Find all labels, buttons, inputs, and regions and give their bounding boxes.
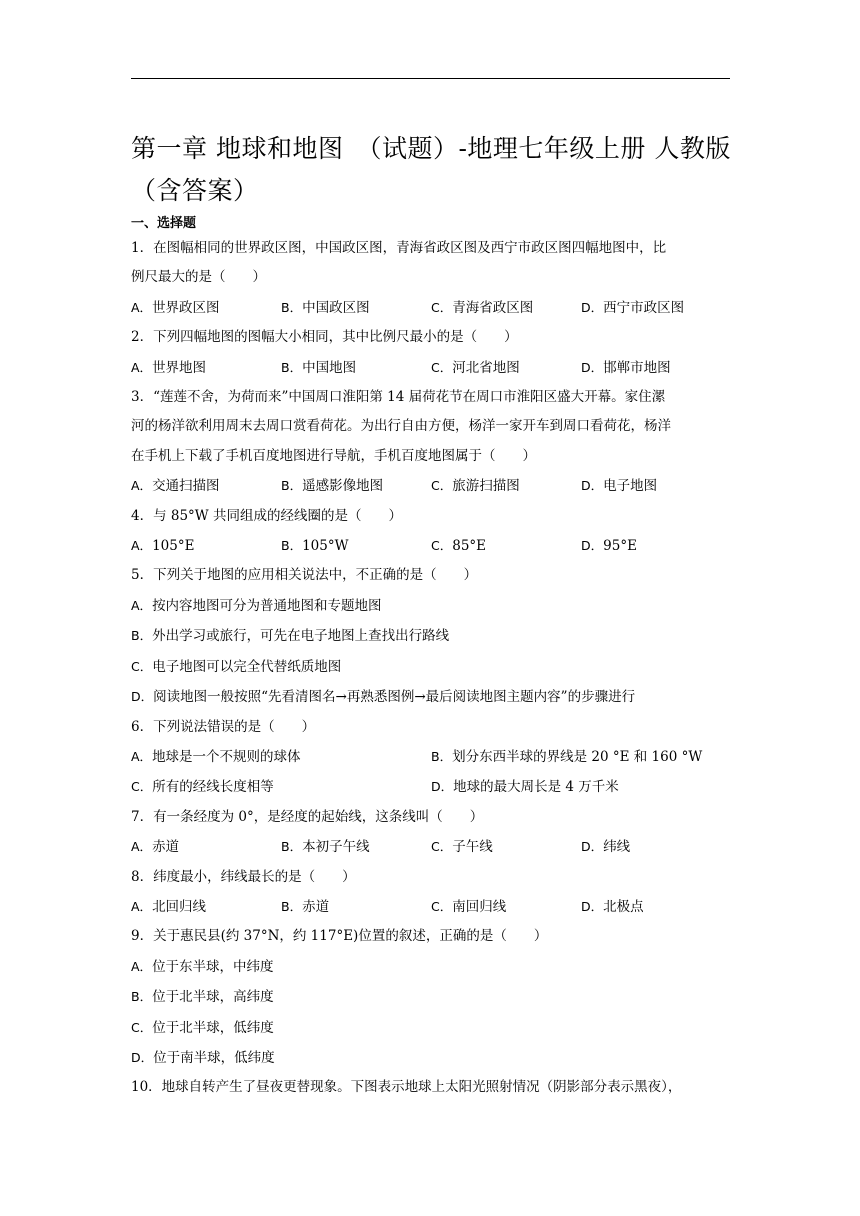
- answer-option[interactable]: [131, 293, 281, 323]
- question-stem-line: 例尺最大的是（ ）: [131, 269, 266, 286]
- option-text: 中国地图: [302, 359, 357, 376]
- option-letter: C．: [431, 359, 453, 375]
- answer-option[interactable]: [131, 531, 281, 561]
- question-stem-line: 1．在图幅相同的世界政区图，中国政区图，青海省政区图及西宁市政区图四幅地图中，比: [131, 240, 667, 256]
- option-text: 85°E: [452, 538, 487, 555]
- question-4: [131, 502, 731, 562]
- question-stem-line: 4．与 85°W 共同组成的经线圈的是（ ）: [131, 507, 402, 524]
- option-letter: D．: [131, 1049, 154, 1065]
- option-text: 阅读地图一般按照“先看清图名→再熟悉图例→最后阅读地图主题内容”的步骤进行: [153, 689, 636, 706]
- document-title: 第一章 地球和地图 （试题）-地理七年级上册 人教版（含答案）: [131, 134, 731, 205]
- option-letter: B．: [131, 989, 153, 1005]
- answer-option[interactable]: [131, 682, 731, 712]
- option-letter: C．: [431, 898, 453, 914]
- answer-option[interactable]: [431, 471, 581, 501]
- option-letter: A．: [131, 839, 153, 855]
- option-text: 本初子午线: [302, 839, 370, 856]
- answer-option[interactable]: [131, 982, 731, 1012]
- option-text: 地球是一个不规则的球体: [152, 748, 301, 765]
- answer-option[interactable]: [281, 471, 431, 501]
- options-row: [131, 832, 731, 862]
- option-text: 纬线: [603, 839, 631, 856]
- option-text: 电子地图可以完全代替纸质地图: [152, 658, 342, 675]
- option-text: 位于南半球，低纬度: [153, 1049, 275, 1066]
- option-text: 105°W: [302, 538, 349, 555]
- option-text: 旅游扫描图: [452, 478, 520, 495]
- option-letter: B．: [131, 628, 153, 644]
- option-letter: B．: [431, 748, 453, 764]
- option-text: 划分东西半球的界线是 20 °E 和 160 °W: [452, 748, 703, 765]
- option-letter: A．: [131, 898, 153, 914]
- question-8: [131, 863, 731, 923]
- option-letter: D．: [581, 898, 604, 914]
- option-letter: D．: [581, 478, 604, 494]
- answer-option[interactable]: [131, 471, 281, 501]
- option-letter: C．: [431, 299, 453, 315]
- options-row: [131, 471, 731, 501]
- option-text: 世界政区图: [152, 299, 220, 316]
- option-letter: D．: [131, 689, 154, 705]
- option-letter: A．: [131, 597, 153, 613]
- option-text: 位于东半球，中纬度: [152, 958, 274, 975]
- options-row: [131, 531, 731, 561]
- option-letter: B．: [281, 839, 303, 855]
- option-text: 位于北半球，高纬度: [152, 989, 274, 1006]
- option-text: 遥感影像地图: [302, 478, 384, 495]
- option-letter: C．: [431, 839, 453, 855]
- option-text: 电子地图: [603, 478, 658, 495]
- option-letter: C．: [131, 1019, 153, 1035]
- option-letter: A．: [131, 748, 153, 764]
- answer-option[interactable]: [281, 531, 431, 561]
- options-row: [131, 892, 731, 922]
- question-3: [131, 383, 731, 502]
- question-list: [131, 234, 731, 1103]
- option-text: 世界地图: [152, 359, 207, 376]
- question-1: [131, 234, 731, 323]
- question-6: [131, 713, 731, 803]
- option-letter: D．: [581, 839, 604, 855]
- answer-option[interactable]: [131, 621, 731, 651]
- header-rule: [131, 78, 730, 79]
- options-row: [131, 293, 731, 323]
- question-stem-line: 8．纬度最小，纬线最长的是（ ）: [131, 868, 356, 885]
- answer-option[interactable]: [581, 832, 731, 862]
- option-text: 地球的最大周长是 4 万千米: [453, 779, 619, 796]
- answer-option[interactable]: [131, 772, 431, 802]
- question-9: [131, 922, 731, 1073]
- answer-option[interactable]: [131, 952, 731, 982]
- option-letter: C．: [131, 779, 153, 795]
- option-text: 北回归线: [152, 898, 207, 915]
- answer-option[interactable]: [581, 353, 731, 383]
- answer-option[interactable]: [131, 1043, 731, 1073]
- question-stem-line: 10．地球自转产生了昼夜更替现象。下图表示地球上太阳光照射情况（阴影部分表示黑夜），: [131, 1079, 682, 1096]
- option-letter: D．: [581, 299, 604, 315]
- answer-option[interactable]: [131, 652, 731, 682]
- answer-option[interactable]: [431, 293, 581, 323]
- option-text: 北极点: [603, 898, 644, 915]
- option-text: 95°E: [603, 538, 637, 555]
- options-row: [131, 353, 731, 383]
- section-heading: 一、选择题: [131, 216, 197, 231]
- option-text: 西宁市政区图: [603, 299, 685, 316]
- question-stem-line: 河的杨洋欲利用周末去周口赏看荷花。为出行自由方便，杨洋一家开车到周口看荷花，杨洋: [131, 418, 671, 435]
- option-text: 外出学习或旅行，可先在电子地图上查找出行路线: [152, 628, 450, 645]
- option-letter: A．: [131, 538, 153, 554]
- option-text: 所有的经线长度相等: [152, 779, 274, 796]
- question-stem-line: 7．有一条经度为 0°，是经度的起始线，这条线叫（ ）: [131, 808, 484, 825]
- question-7: [131, 803, 731, 863]
- answer-option[interactable]: [281, 832, 431, 862]
- option-letter: B．: [281, 898, 303, 914]
- answer-option[interactable]: [431, 892, 581, 922]
- question-5: [131, 561, 731, 712]
- answer-option[interactable]: [281, 353, 431, 383]
- answer-option[interactable]: [131, 1013, 731, 1043]
- option-letter: B．: [281, 478, 303, 494]
- question-stem-line: 5．下列关于地图的应用相关说法中，不正确的是（ ）: [131, 567, 478, 584]
- option-letter: D．: [581, 359, 604, 375]
- option-text: 位于北半球，低纬度: [152, 1019, 274, 1036]
- answer-option[interactable]: [281, 293, 431, 323]
- option-letter: B．: [281, 299, 303, 315]
- option-text: 河北省地图: [452, 359, 520, 376]
- option-letter: B．: [281, 538, 303, 554]
- options-row: [131, 772, 731, 802]
- answer-option[interactable]: [281, 892, 431, 922]
- option-letter: A．: [131, 299, 153, 315]
- option-letter: D．: [581, 538, 604, 554]
- answer-option[interactable]: [131, 892, 281, 922]
- question-2: [131, 323, 731, 383]
- option-text: 按内容地图可分为普通地图和专题地图: [152, 597, 382, 614]
- option-text: 青海省政区图: [452, 299, 534, 316]
- option-letter: A．: [131, 478, 153, 494]
- option-text: 南回归线: [452, 898, 507, 915]
- option-text: 赤道: [302, 898, 330, 915]
- option-letter: B．: [281, 359, 303, 375]
- option-text: 子午线: [452, 839, 493, 856]
- option-text: 105°E: [152, 538, 195, 555]
- option-letter: C．: [431, 478, 453, 494]
- option-letter: C．: [431, 538, 453, 554]
- option-text: 交通扫描图: [152, 478, 220, 495]
- option-letter: D．: [431, 779, 454, 795]
- answer-option[interactable]: [131, 591, 731, 621]
- option-text: 中国政区图: [302, 299, 370, 316]
- answer-option[interactable]: [431, 772, 731, 802]
- answer-option[interactable]: [581, 471, 731, 501]
- option-text: 赤道: [152, 839, 180, 856]
- answer-option[interactable]: [581, 293, 731, 323]
- answer-option[interactable]: [131, 832, 281, 862]
- options-row: [131, 742, 731, 772]
- question-10: [131, 1073, 731, 1102]
- option-letter: A．: [131, 958, 153, 974]
- question-stem-line: 2．下列四幅地图的图幅大小相同，其中比例尺最小的是（ ）: [131, 329, 518, 346]
- question-stem-line: 在手机上下载了手机百度地图进行导航，手机百度地图属于（ ）: [131, 447, 536, 464]
- question-stem-line: 6．下列说法错误的是（ ）: [131, 718, 316, 735]
- answer-option[interactable]: [581, 531, 731, 561]
- document-page: [131, 128, 731, 1103]
- question-stem-line: 3．“莲莲不舍，为荷而来”中国周口淮阳第 14 届荷花节在周口市淮阳区盛大开幕。家住漯: [131, 389, 666, 406]
- question-stem-line: 9．关于惠民县(约 37°N，约 117°E)位置的叙述，正确的是（ ）: [131, 928, 548, 945]
- answer-option[interactable]: [431, 832, 581, 862]
- option-text: 邯郸市地图: [603, 359, 671, 376]
- answer-option[interactable]: [581, 892, 731, 922]
- option-letter: C．: [131, 658, 153, 674]
- answer-option[interactable]: [431, 353, 581, 383]
- answer-option[interactable]: [131, 742, 431, 772]
- option-letter: A．: [131, 359, 153, 375]
- answer-option[interactable]: [431, 531, 581, 561]
- answer-option[interactable]: [131, 353, 281, 383]
- answer-option[interactable]: [431, 742, 731, 772]
